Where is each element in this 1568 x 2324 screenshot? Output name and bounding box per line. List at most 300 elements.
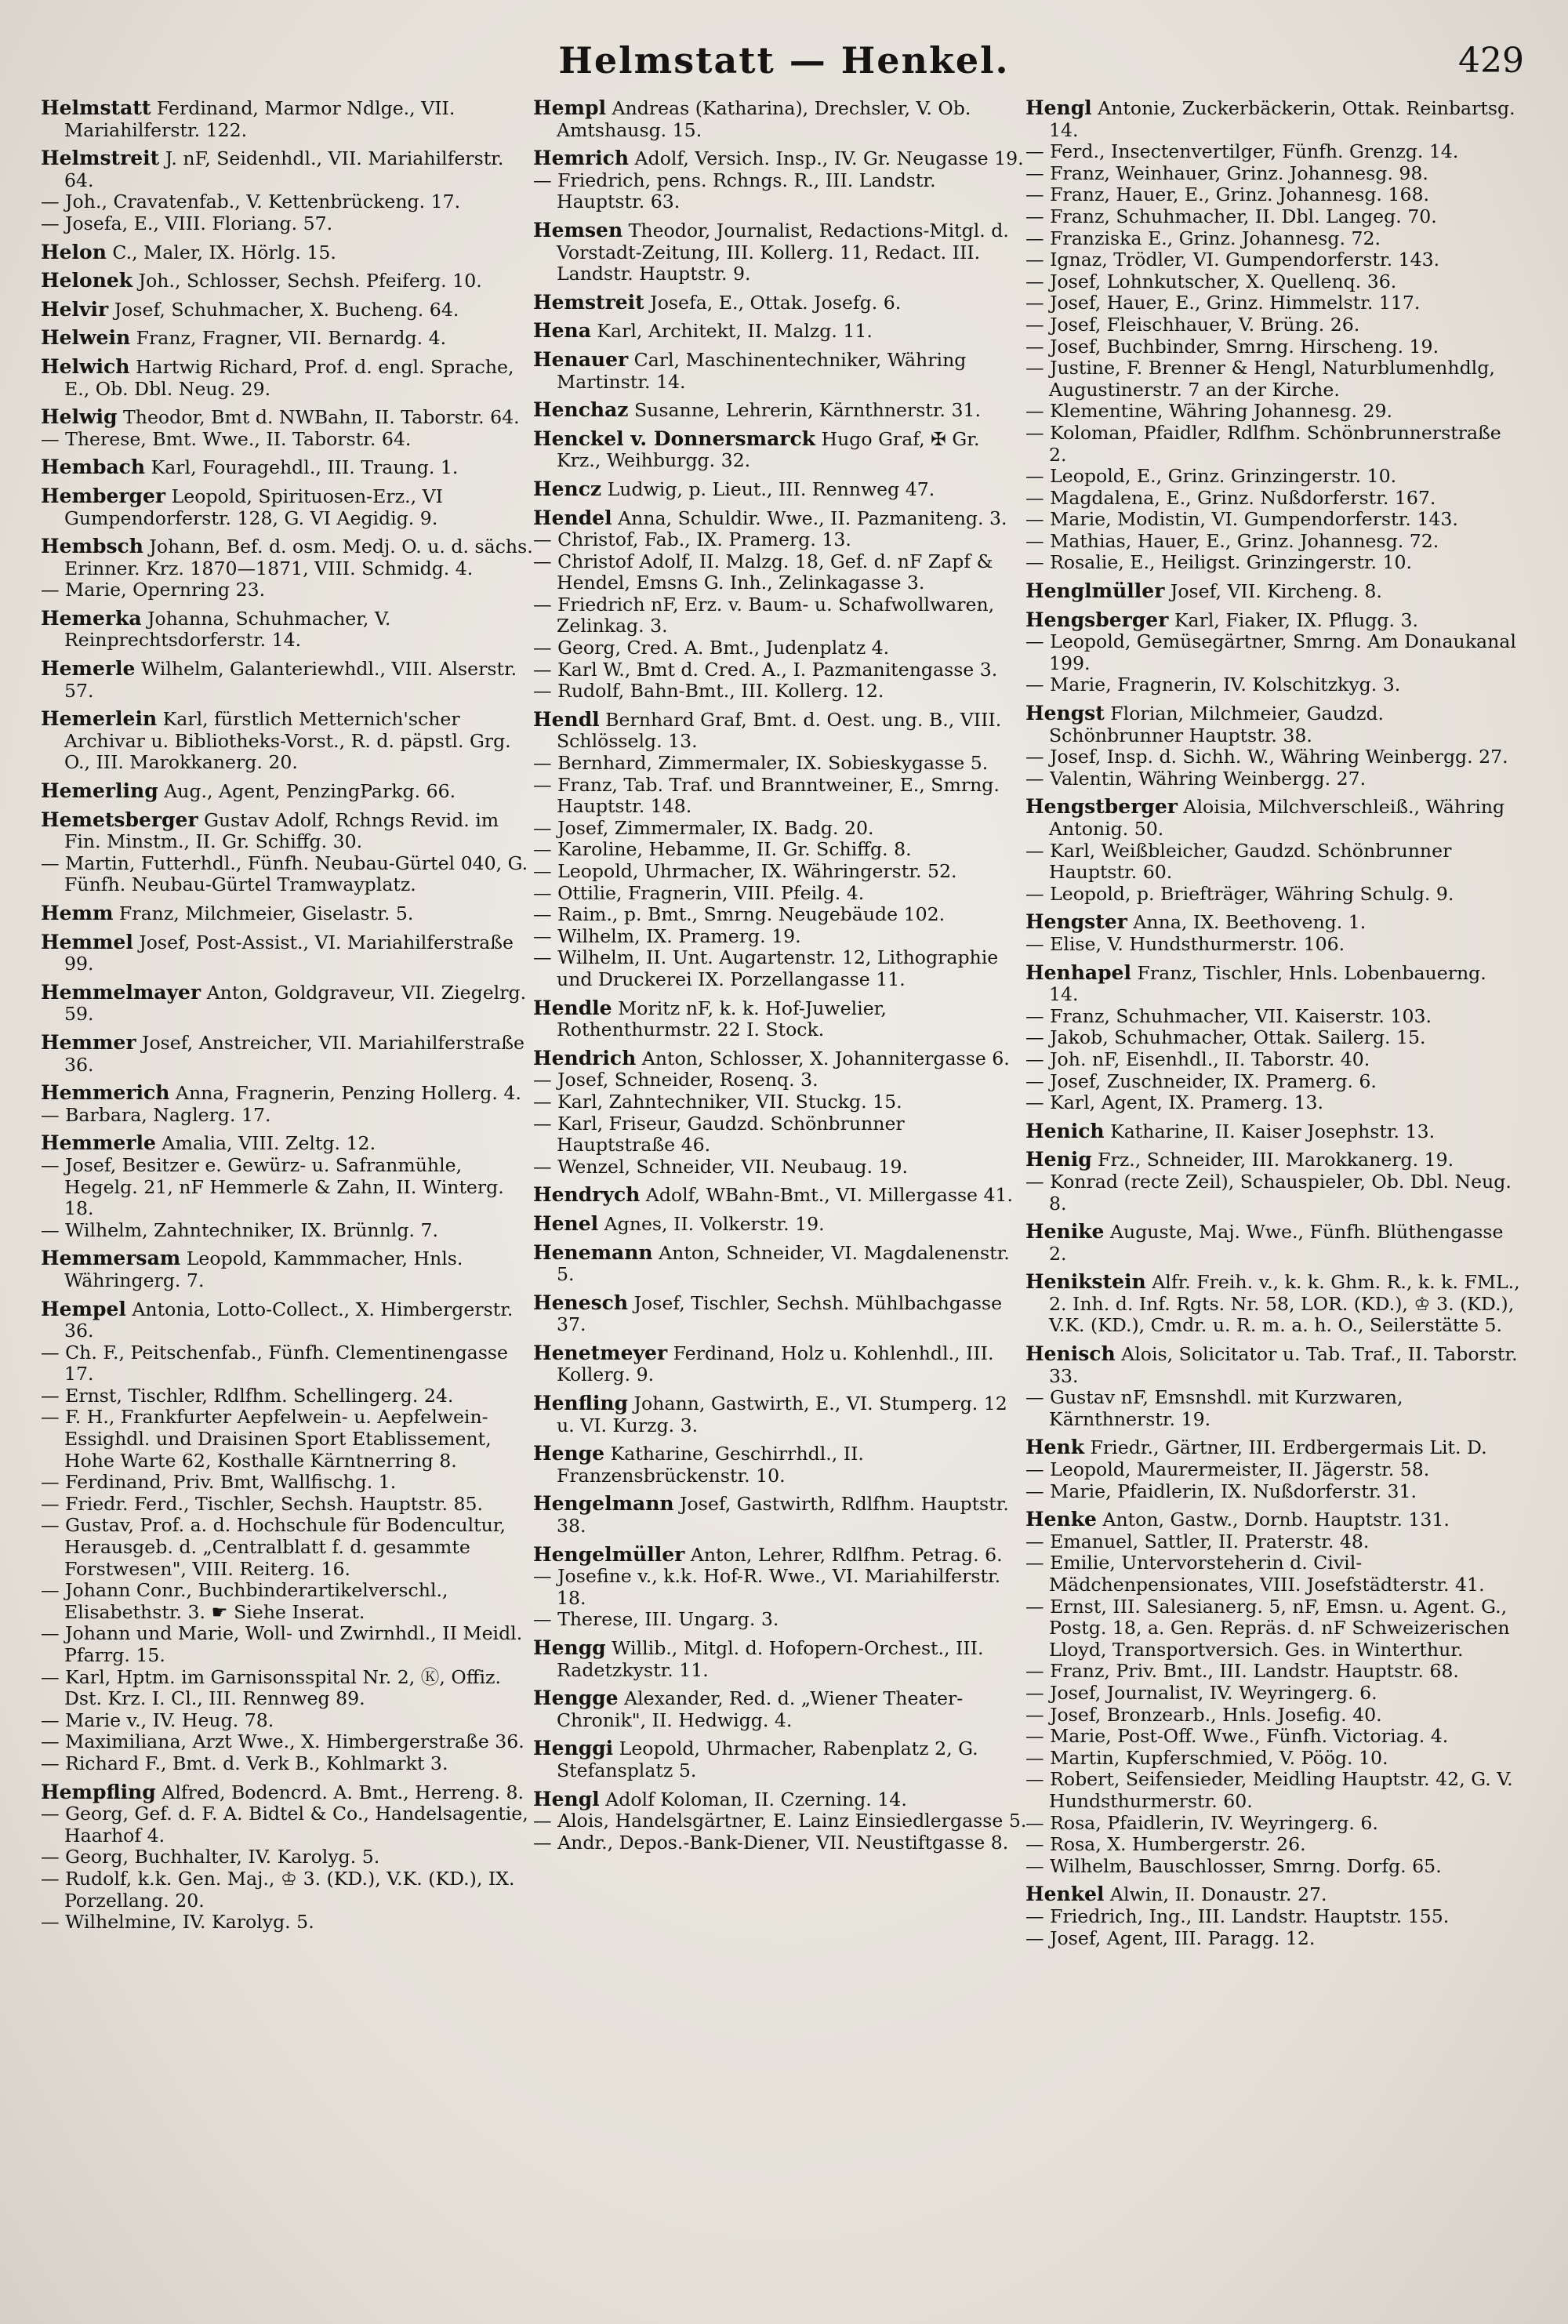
directory-subentry — [533, 753, 1029, 775]
entry-surname: Hemsen — [533, 218, 623, 241]
entry-surname: Hemetsberger — [41, 808, 198, 831]
entry-details: Joh., Schlosser, Sechsh. Pfeiferg. 10. — [132, 270, 482, 292]
directory-entry — [1025, 703, 1521, 746]
entry-details: — Josef, Zimmermaler, IX. Badg. 20. — [533, 816, 874, 839]
directory-subentry — [41, 1803, 536, 1846]
directory-subentry — [533, 947, 1029, 990]
entry-details: — Karl, Zahntechniker, VII. Stuckg. 15. — [533, 1090, 902, 1113]
directory-subentry — [533, 170, 1029, 213]
entry-surname: Hemmersam — [41, 1247, 181, 1270]
entry-details: — Georg, Cred. A. Bmt., Judenplatz 4. — [533, 637, 890, 659]
directory-subentry — [533, 551, 1029, 594]
entry-details: Moritz nF, k. k. Hof-Juwelier, Rothenthurmstr. 22 I. Stock. — [557, 997, 887, 1041]
entry-details: — Gustav nF, Emsnshdl. mit Kurzwaren, Kärnthnerstr. 19. — [1025, 1386, 1403, 1430]
entry-details: — Karl W., Bmt d. Cred. A., I. Pazmanitengasse 3. — [533, 658, 998, 681]
entry-details: — Koloman, Pfaidler, Rdlfhm. Schönbrunnerstraße 2. — [1025, 421, 1501, 466]
entry-surname: Hemmerich — [41, 1081, 170, 1105]
entry-surname: Hena — [533, 319, 591, 343]
directory-entry — [533, 349, 1029, 393]
entry-details: — Rosa, Pfaidlerin, IV. Weyringerg. 6. — [1025, 1811, 1378, 1834]
entry-surname: Hempfling — [41, 1780, 156, 1803]
directory-entry — [533, 1687, 1029, 1731]
entry-details: Karl, fürstlich Metternich'scher Archivar u. Bibliotheks-Vorst., R. d. päpstl. Grg. O., III. Marokkanerg. 20. — [64, 708, 511, 774]
entry-details: — Barbara, Naglerg. 17. — [41, 1103, 271, 1126]
entry-surname: Helmstreit — [41, 147, 160, 170]
entry-details: Anton, Schlosser, X. Johannitergasse 6. — [636, 1047, 1010, 1069]
entry-details: — Georg, Buchhalter, IV. Karolyg. 5. — [41, 1846, 380, 1868]
directory-entry — [1025, 911, 1521, 934]
entry-surname: Hembsch — [41, 535, 143, 558]
entry-details: — Georg, Gef. d. F. A. Bidtel & Co., Handelsagentie, Haarhof 4. — [41, 1803, 528, 1846]
entry-details: — Karoline, Hebamme, II. Gr. Schiffg. 8. — [533, 838, 912, 861]
entry-details: — Friedrich, Ing., III. Landstr. Hauptstr. 155. — [1025, 1905, 1450, 1927]
entry-details: Aloisia, Milchverschleiß., Währing Antonig. 50. — [1049, 796, 1505, 840]
entry-details: — Marie, Opernring 23. — [41, 579, 266, 601]
directory-subentry — [41, 1846, 536, 1868]
directory-subentry — [533, 1810, 1029, 1832]
directory-subentry — [41, 1667, 536, 1710]
entry-details: — Josef, Lohnkutscher, X. Quellenq. 36. — [1025, 270, 1397, 292]
directory-subentry — [41, 213, 536, 235]
directory-subentry — [1025, 1459, 1521, 1481]
entry-surname: Hemerlein — [41, 707, 158, 731]
directory-entry — [41, 485, 536, 529]
entry-surname: Helwich — [41, 354, 130, 378]
entry-details: Anna, IX. Beethoveng. 1. — [1127, 911, 1367, 934]
entry-surname: Hengstberger — [1025, 795, 1178, 819]
entry-surname: Hemerling — [41, 779, 158, 803]
entry-details: — Christof, Fab., IX. Pramerg. 13. — [533, 528, 851, 551]
entry-details: Agnes, II. Volkerstr. 19. — [598, 1212, 825, 1235]
entry-details: Carl, Maschinentechniker, Währing Martinstr. 14. — [557, 348, 967, 393]
entry-details: Florian, Milchmeier, Gaudzd. Schönbrunner Hauptstr. 38. — [1049, 703, 1384, 746]
entry-details: — Valentin, Währing Weinbergg. 27. — [1025, 767, 1367, 790]
entry-surname: Henauer — [533, 347, 629, 371]
directory-entry — [533, 709, 1029, 753]
directory-entry — [533, 1048, 1029, 1070]
entry-details: Josef, Tischler, Sechsh. Mühlbachgasse 37. — [557, 1291, 1003, 1336]
entry-details: Alexander, Red. d. „Wiener Theater-Chronik", II. Hedwigg. 4. — [557, 1687, 964, 1731]
directory-subentry — [1025, 292, 1521, 314]
entry-details: — Franz, Priv. Bmt., III. Landstr. Hauptstr. 68. — [1025, 1660, 1459, 1683]
directory-entry — [533, 428, 1029, 472]
directory-subentry — [1025, 1834, 1521, 1856]
entry-details: Johann, Gastwirth, E., VI. Stumperg. 12 u. VI. Kurzg. 3. — [557, 1393, 1007, 1436]
directory-subentry — [41, 853, 536, 896]
directory-entry — [533, 507, 1029, 530]
directory-subentry — [533, 659, 1029, 681]
directory-subentry — [41, 1105, 536, 1127]
entry-details: Ferdinand, Holz u. Kohlenhdl., III. Kollerg. 9. — [557, 1342, 994, 1386]
directory-subentry — [1025, 1071, 1521, 1093]
directory-entry — [533, 478, 1029, 501]
directory-subentry — [1025, 631, 1521, 674]
directory-subentry — [1025, 1769, 1521, 1812]
entry-details: J. nF, Seidenhdl., VII. Mariahilferstr. 64. — [64, 147, 504, 191]
entry-details: — Marie, Post-Off. Wwe., Fünfh. Victoriag. 4. — [1025, 1725, 1449, 1748]
entry-surname: Helvir — [41, 297, 109, 321]
entry-details: Franz, Milchmeier, Giselastr. 5. — [113, 902, 414, 924]
entry-details: Susanne, Lehrerin, Kärnthnerstr. 31. — [628, 399, 982, 422]
entry-details: — Ch. F., Peitschenfab., Fünfh. Clementinengasse 17. — [41, 1341, 508, 1385]
entry-details: — Josef, Buchbinder, Smrng. Hirscheng. 19. — [1025, 335, 1439, 358]
entry-details: — Martin, Kupferschmied, V. Pöög. 10. — [1025, 1746, 1388, 1769]
entry-details: Alfred, Bodencrd. A. Bmt., Herreng. 8. — [155, 1781, 524, 1803]
directory-subentry — [1025, 1006, 1521, 1028]
entry-surname: Henke — [1025, 1508, 1097, 1531]
entry-details: — Elise, V. Hundsthurmerstr. 106. — [1025, 932, 1345, 955]
entry-surname: Henike — [1025, 1220, 1105, 1244]
directory-subentry — [1025, 934, 1521, 956]
entry-surname: Henetmeyer — [533, 1341, 668, 1364]
directory-entry — [41, 356, 536, 400]
column-3 — [1025, 91, 1521, 1949]
directory-subentry — [1025, 1171, 1521, 1215]
directory-subentry — [41, 1515, 536, 1580]
entry-surname: Henggi — [533, 1737, 614, 1760]
directory-subentry — [41, 1494, 536, 1516]
entry-surname: Hemstreit — [533, 290, 644, 314]
entry-details: — Rosalie, E., Heiligst. Grinzingerstr. 10. — [1025, 551, 1413, 574]
entry-details: Leopold, Uhrmacher, Rabenplatz 2, G. Stefansplatz 5. — [557, 1738, 978, 1781]
entry-surname: Hempl — [533, 96, 606, 119]
directory-subentry — [41, 191, 536, 213]
directory-entry — [533, 1393, 1029, 1436]
entry-surname: Helwig — [41, 405, 118, 429]
directory-subentry — [1025, 228, 1521, 250]
entry-details: — Leopold, E., Grinz. Grinzingerstr. 10. — [1025, 465, 1397, 488]
directory-entry — [41, 147, 536, 191]
directory-entry — [1025, 609, 1521, 632]
entry-details: — Johann Conr., Buchbinderartikelverschl., Elisabethstr. 3. ☛ Siehe Inserat. — [41, 1579, 448, 1623]
entry-details: Hugo Graf, ✠ Gr. Krz., Weihburgg. 32. — [557, 427, 980, 472]
directory-subentry — [1025, 1813, 1521, 1835]
entry-details: Josef, Post-Assist., VI. Mariahilferstraße 99. — [64, 931, 514, 975]
entry-details: Josefa, E., Ottak. Josefg. 6. — [644, 291, 902, 314]
directory-subentry — [41, 1580, 536, 1623]
entry-surname: Helon — [41, 240, 107, 263]
directory-entry — [41, 1298, 536, 1342]
entry-details: Josef, Gastwirth, Rdlfhm. Hauptstr. 38. — [557, 1493, 1009, 1538]
directory-subentry — [1025, 884, 1521, 906]
directory-subentry — [1025, 206, 1521, 228]
directory-entry — [533, 1788, 1029, 1811]
directory-entry — [1025, 1343, 1521, 1387]
entry-surname: Hengl — [1025, 96, 1092, 119]
entry-details: — Franz, Hauer, E., Grinz. Johannesg. 168. — [1025, 183, 1429, 206]
entry-details: Ludwig, p. Lieut., III. Rennweg 47. — [601, 478, 935, 500]
entry-surname: Hengsberger — [1025, 608, 1169, 631]
directory-entry — [533, 1342, 1029, 1386]
directory-subentry — [533, 883, 1029, 905]
entry-details: — Raim., p. Bmt., Smrng. Neugebäude 102. — [533, 903, 946, 926]
entry-details: — Karl, Hptm. im Garnisonsspital Nr. 2, Ⓚ, Offiz. Dst. Krz. I. Cl., III. Rennweg 89. — [41, 1665, 501, 1710]
directory-subentry — [1025, 674, 1521, 696]
entry-details: — Wilhelmine, IV. Karolyg. 5. — [41, 1911, 314, 1934]
entry-details: — Friedr. Ferd., Tischler, Sechsh. Hauptstr. 85. — [41, 1492, 484, 1515]
directory-subentry — [41, 1385, 536, 1407]
directory-entry — [533, 1544, 1029, 1567]
entry-surname: Henel — [533, 1211, 599, 1235]
entry-surname: Hemmelmayer — [41, 980, 201, 1004]
entry-details: — Karl, Friseur, Gaudzd. Schönbrunner Hauptstraße 46. — [533, 1112, 905, 1157]
entry-details: — Andr., Depos.-Bank-Diener, VII. Neustiftgasse 8. — [533, 1831, 1009, 1854]
entry-details: Josef, Anstreicher, VII. Mariahilferstraße 36. — [64, 1031, 525, 1076]
directory-subentry — [1025, 336, 1521, 358]
directory-entry — [533, 1184, 1029, 1207]
entry-surname: Hengl — [533, 1787, 600, 1810]
entry-surname: Hemmerle — [41, 1131, 156, 1155]
directory-entry — [533, 1443, 1029, 1487]
entry-surname: Hendel — [533, 506, 612, 529]
entry-details: Hartwig Richard, Prof. d. engl. Sprache, E., Ob. Dbl. Neug. 29. — [64, 355, 514, 400]
entry-surname: Hendrich — [533, 1046, 637, 1069]
directory-subentry — [1025, 841, 1521, 884]
directory-entry — [533, 1242, 1029, 1286]
directory-subentry — [1025, 423, 1521, 466]
entry-surname: Hengelmüller — [533, 1542, 685, 1566]
entry-details: — Rudolf, k.k. Gen. Maj., ♔ 3. (KD.), V.K. (KD.), IX. Porzellang. 20. — [41, 1867, 515, 1912]
entry-details: — Johann und Marie, Woll- und Zwirnhdl., II Meidl. Pfarrg. 15. — [41, 1622, 523, 1666]
entry-details: — Martin, Futterhdl., Fünfh. Neubau-Gürtel 040, G. Fünfh. Neubau-Gürtel Tramwayplatz. — [41, 852, 528, 896]
directory-entry — [1025, 1120, 1521, 1143]
entry-details: — Christof Adolf, II. Malzg. 18, Gef. d. nF Zapf & Hendel, Emsns G. Inh., Zelinkagasse 3. — [533, 550, 993, 594]
directory-subentry — [1025, 1049, 1521, 1071]
entry-details: — Leopold, Maurermeister, II. Jägerstr. 58. — [1025, 1458, 1430, 1481]
directory-subentry — [533, 529, 1029, 551]
entry-details: — Gustav, Prof. a. d. Hochschule für Bodencultur, Herausgeb. d. „Centralblatt f. d. gesammte Forstwesen", VIII. Reiterg. 16. — [41, 1514, 506, 1580]
entry-details: C., Maler, IX. Hörlg. 15. — [106, 241, 336, 263]
entry-details: — Karl, Weißbleicher, Gaudzd. Schönbrunner Hauptstr. 60. — [1025, 839, 1452, 884]
directory-entry — [41, 708, 536, 774]
entry-details: — Wilhelm, Zahntechniker, IX. Brünnlg. 7. — [41, 1218, 438, 1241]
entry-surname: Henesch — [533, 1291, 629, 1314]
directory-subentry — [1025, 1531, 1521, 1553]
entry-details: — Josef, Journalist, IV. Weyringerg. 6. — [1025, 1681, 1377, 1704]
directory-subentry — [1025, 1092, 1521, 1114]
entry-details: Aug., Agent, PenzingParkg. 66. — [158, 780, 456, 803]
directory-subentry — [1025, 249, 1521, 271]
directory-subentry — [41, 1753, 536, 1775]
entry-details: — Joh., Cravatenfab., V. Kettenbrückeng. 17. — [41, 191, 461, 213]
entry-surname: Helwein — [41, 326, 131, 350]
directory-subentry — [41, 1731, 536, 1753]
directory-subentry — [41, 1623, 536, 1666]
entry-details: — Friedrich nF, Erz. v. Baum- u. Schafwollwaren, Zelinkag. 3. — [533, 593, 995, 637]
entry-details: — Rosa, X. Humbergerstr. 26. — [1025, 1833, 1306, 1856]
entry-surname: Henglmüller — [1025, 579, 1165, 603]
column-2 — [533, 91, 1029, 1854]
directory-subentry — [1025, 358, 1521, 401]
entry-surname: Henk — [1025, 1436, 1085, 1459]
entry-details: — Wenzel, Schneider, VII. Neubaug. 19. — [533, 1155, 909, 1178]
directory-entry — [41, 931, 536, 975]
directory-subentry — [1025, 401, 1521, 423]
entry-details: — Franz, Tab. Traf. und Branntweiner, E., Smrng. Hauptstr. 148. — [533, 773, 1000, 818]
entry-details: — Josef, Besitzer e. Gewürz- u. Safranmühle, Hegelg. 21, nF Hemmerle & Zahn, II. Winterg. 18. — [41, 1153, 504, 1220]
entry-details: Katharine, II. Kaiser Josephstr. 13. — [1104, 1120, 1436, 1142]
entry-details: — Josef, Fleischhauer, V. Brüng. 26. — [1025, 313, 1360, 336]
directory-subentry — [1025, 1748, 1521, 1770]
entry-surname: Hemmel — [41, 930, 133, 953]
directory-entry — [41, 982, 536, 1026]
directory-subentry — [533, 861, 1029, 883]
entry-details: Bernhard Graf, Bmt. d. Oest. ung. B., VIII. Schlösselg. 13. — [557, 708, 1002, 753]
directory-subentry — [41, 1710, 536, 1732]
entry-details: — Ignaz, Trödler, VI. Gumpendorferstr. 143. — [1025, 249, 1440, 271]
entry-details: Willib., Mitgl. d. Hofopern-Orchest., III. Radetzkystr. 11. — [557, 1637, 984, 1681]
directory-subentry — [533, 1566, 1029, 1609]
directory-entry — [41, 1781, 536, 1804]
entry-details: — Wilhelm, IX. Pramerg. 19. — [533, 924, 801, 947]
directory-subentry — [41, 1342, 536, 1385]
directory-subentry — [1025, 271, 1521, 293]
entry-details: — Franz, Weinhauer, Grinz. Johannesg. 98. — [1025, 162, 1428, 184]
directory-subentry — [533, 1157, 1029, 1178]
directory-entry — [533, 220, 1029, 285]
entry-details: Katharine, Geschirrhdl., II. Franzensbrückenstr. 10. — [557, 1443, 864, 1487]
directory-entry — [41, 608, 536, 652]
entry-surname: Hemrich — [533, 147, 630, 170]
page-number: 429 — [1458, 41, 1524, 81]
entry-details: — F. H., Frankfurter Aepfelwein- u. Aepfelwein-Essighdl. und Draisinen Sport Etablissement, Hohe Warte 62, Kosthalle Kärntnerring 8. — [41, 1406, 492, 1472]
directory-entry — [1025, 1883, 1521, 1906]
entry-details: Ferdinand, Marmor Ndlge., VII. Mariahilferstr. 122. — [64, 97, 456, 141]
entry-details: Leopold, Kammmacher, Hnls. Währingerg. 7. — [64, 1247, 463, 1291]
entry-details: Franz, Tischler, Hnls. Lobenbauerng. 14. — [1049, 961, 1486, 1006]
entry-details: — Karl, Agent, IX. Pramerg. 13. — [1025, 1091, 1323, 1114]
entry-details: Alwin, II. Donaustr. 27. — [1104, 1883, 1327, 1906]
entry-details: — Joh. nF, Eisenhdl., II. Taborstr. 40. — [1025, 1048, 1370, 1070]
entry-details: — Magdalena, E., Grinz. Nußdorferstr. 167. — [1025, 486, 1436, 509]
entry-details: — Marie, Modistin, VI. Gumpendorferstr. 143. — [1025, 508, 1458, 531]
entry-details: — Marie, Fragnerin, IV. Kolschitzkyg. 3. — [1025, 674, 1401, 696]
entry-details: — Justine, F. Brenner & Hengl, Naturblumenhdlg, Augustinerstr. 7 an der Kirche. — [1025, 357, 1495, 401]
directory-entry — [533, 399, 1029, 422]
directory-entry — [1025, 1271, 1521, 1337]
entry-details: — Friedrich, pens. Rchngs. R., III. Landstr. Hauptstr. 63. — [533, 169, 936, 213]
directory-subentry — [1025, 1705, 1521, 1727]
entry-surname: Hengge — [533, 1687, 619, 1710]
entry-details: Wilhelm, Galanteriewhdl., VIII. Alserstr. 57. — [64, 658, 517, 702]
entry-details: Karl, Architekt, II. Malzg. 11. — [590, 320, 873, 343]
entry-details: — Jakob, Schuhmacher, Ottak. Sailerg. 15. — [1025, 1026, 1426, 1049]
directory-subentry — [1025, 1387, 1521, 1430]
entry-details: — Josef, Insp. d. Sichh. W., Währing Weinbergg. 27. — [1025, 746, 1508, 768]
directory-subentry — [1025, 509, 1521, 531]
directory-subentry — [1025, 466, 1521, 488]
entry-surname: Henisch — [1025, 1342, 1116, 1366]
entry-surname: Henhapel — [1025, 960, 1131, 984]
entry-details: — Maximiliana, Arzt Wwe., X. Himbergerstraße 36. — [41, 1730, 524, 1753]
directory-subentry — [1025, 1683, 1521, 1705]
entry-details: — Klementine, Währing Johannesg. 29. — [1025, 400, 1393, 423]
directory-entry — [1025, 97, 1521, 141]
directory-subentry — [533, 681, 1029, 703]
entry-surname: Henckel v. Donnersmarck — [533, 427, 815, 450]
entry-details: — Emanuel, Sattler, II. Praterstr. 48. — [1025, 1530, 1370, 1552]
entry-surname: Hengster — [1025, 910, 1127, 934]
entry-surname: Henich — [1025, 1119, 1105, 1142]
directory-entry — [533, 1493, 1029, 1537]
entry-details: Josef, VII. Kircheng. 8. — [1164, 580, 1382, 603]
entry-details: Andreas (Katharina), Drechsler, V. Ob. Amtshausg. 15. — [557, 97, 971, 141]
column-1 — [41, 91, 536, 1934]
entry-details: Johanna, Schuhmacher, V. Reinprechtsdorferstr. 14. — [64, 607, 391, 652]
entry-details: — Marie v., IV. Heug. 78. — [41, 1709, 274, 1731]
directory-subentry — [533, 904, 1029, 926]
directory-entry — [41, 1247, 536, 1291]
directory-subentry — [1025, 531, 1521, 553]
directory-subentry — [1025, 1906, 1521, 1928]
entry-details: Antonie, Zuckerbäckerin, Ottak. Reinbartsg. 14. — [1049, 97, 1515, 141]
entry-details: Alois, Solicitator u. Tab. Traf., II. Taborstr. 33. — [1049, 1343, 1518, 1387]
entry-surname: Henikstein — [1025, 1270, 1146, 1294]
directory-subentry — [41, 1472, 536, 1494]
running-head: Helmstatt — Henkel. — [558, 39, 1010, 82]
directory-entry — [533, 1637, 1029, 1681]
directory-entry — [41, 902, 536, 925]
entry-surname: Hendl — [533, 707, 600, 731]
entry-surname: Hencz — [533, 477, 602, 500]
directory-subentry — [533, 1069, 1029, 1091]
directory-entry — [1025, 796, 1521, 840]
directory-entry — [533, 1738, 1029, 1781]
entry-details: Amalia, VIII. Zeltg. 12. — [155, 1132, 376, 1155]
entry-details: Josef, Schuhmacher, X. Bucheng. 64. — [108, 298, 459, 321]
directory-entry — [41, 1082, 536, 1105]
entry-details: — Richard F., Bmt. d. Verk B., Kohlmarkt 3. — [41, 1752, 448, 1774]
entry-details: — Josefa, E., VIII. Floriang. 57. — [41, 212, 333, 234]
entry-surname: Hemm — [41, 902, 114, 924]
entry-details: — Josef, Zuschneider, IX. Pramerg. 6. — [1025, 1069, 1377, 1092]
directory-subentry — [1025, 184, 1521, 206]
directory-entry — [533, 997, 1029, 1041]
directory-subentry — [1025, 1928, 1521, 1950]
directory-subentry — [1025, 1856, 1521, 1878]
entry-details: — Leopold, Uhrmacher, IX. Währingerstr. 52. — [533, 860, 957, 882]
directory-entry — [41, 406, 536, 429]
directory-entry — [533, 292, 1029, 314]
directory-subentry — [41, 1868, 536, 1912]
entry-details: Anton, Goldgraveur, VII. Ziegelrg. 59. — [64, 981, 527, 1026]
entry-surname: Henchaz — [533, 398, 629, 422]
entry-details: — Josef, Schneider, Rosenq. 3. — [533, 1069, 818, 1091]
directory-subentry — [41, 1220, 536, 1242]
directory-entry — [533, 147, 1029, 170]
entry-details: — Therese, Bmt. Wwe., II. Taborstr. 64. — [41, 427, 412, 450]
entry-details: — Bernhard, Zimmermaler, IX. Sobieskygasse 5. — [533, 752, 989, 775]
directory-entry — [41, 536, 536, 579]
directory-subentry — [533, 839, 1029, 861]
entry-surname: Henge — [533, 1442, 605, 1465]
directory-subentry — [1025, 1726, 1521, 1748]
entry-details: Gustav Adolf, Rchngs Revid. im Fin. Minstm., II. Gr. Schiffg. 30. — [64, 808, 499, 853]
directory-entry — [41, 97, 536, 141]
entry-surname: Hemberger — [41, 484, 166, 507]
entry-surname: Hengelmann — [533, 1492, 674, 1516]
directory-subentry — [1025, 163, 1521, 185]
directory-entry — [41, 241, 536, 264]
entry-surname: Hemmer — [41, 1030, 136, 1054]
directory-subentry — [533, 594, 1029, 637]
directory-subentry — [1025, 141, 1521, 163]
entry-details: Auguste, Maj. Wwe., Fünfh. Blüthengasse 2. — [1049, 1221, 1504, 1265]
directory-subentry — [533, 1609, 1029, 1631]
entry-details: — Leopold, p. Briefträger, Währing Schulg. 9. — [1025, 882, 1454, 905]
directory-subentry — [1025, 746, 1521, 768]
entry-details: Anton, Lehrer, Rdlfhm. Petrag. 6. — [684, 1543, 1003, 1566]
